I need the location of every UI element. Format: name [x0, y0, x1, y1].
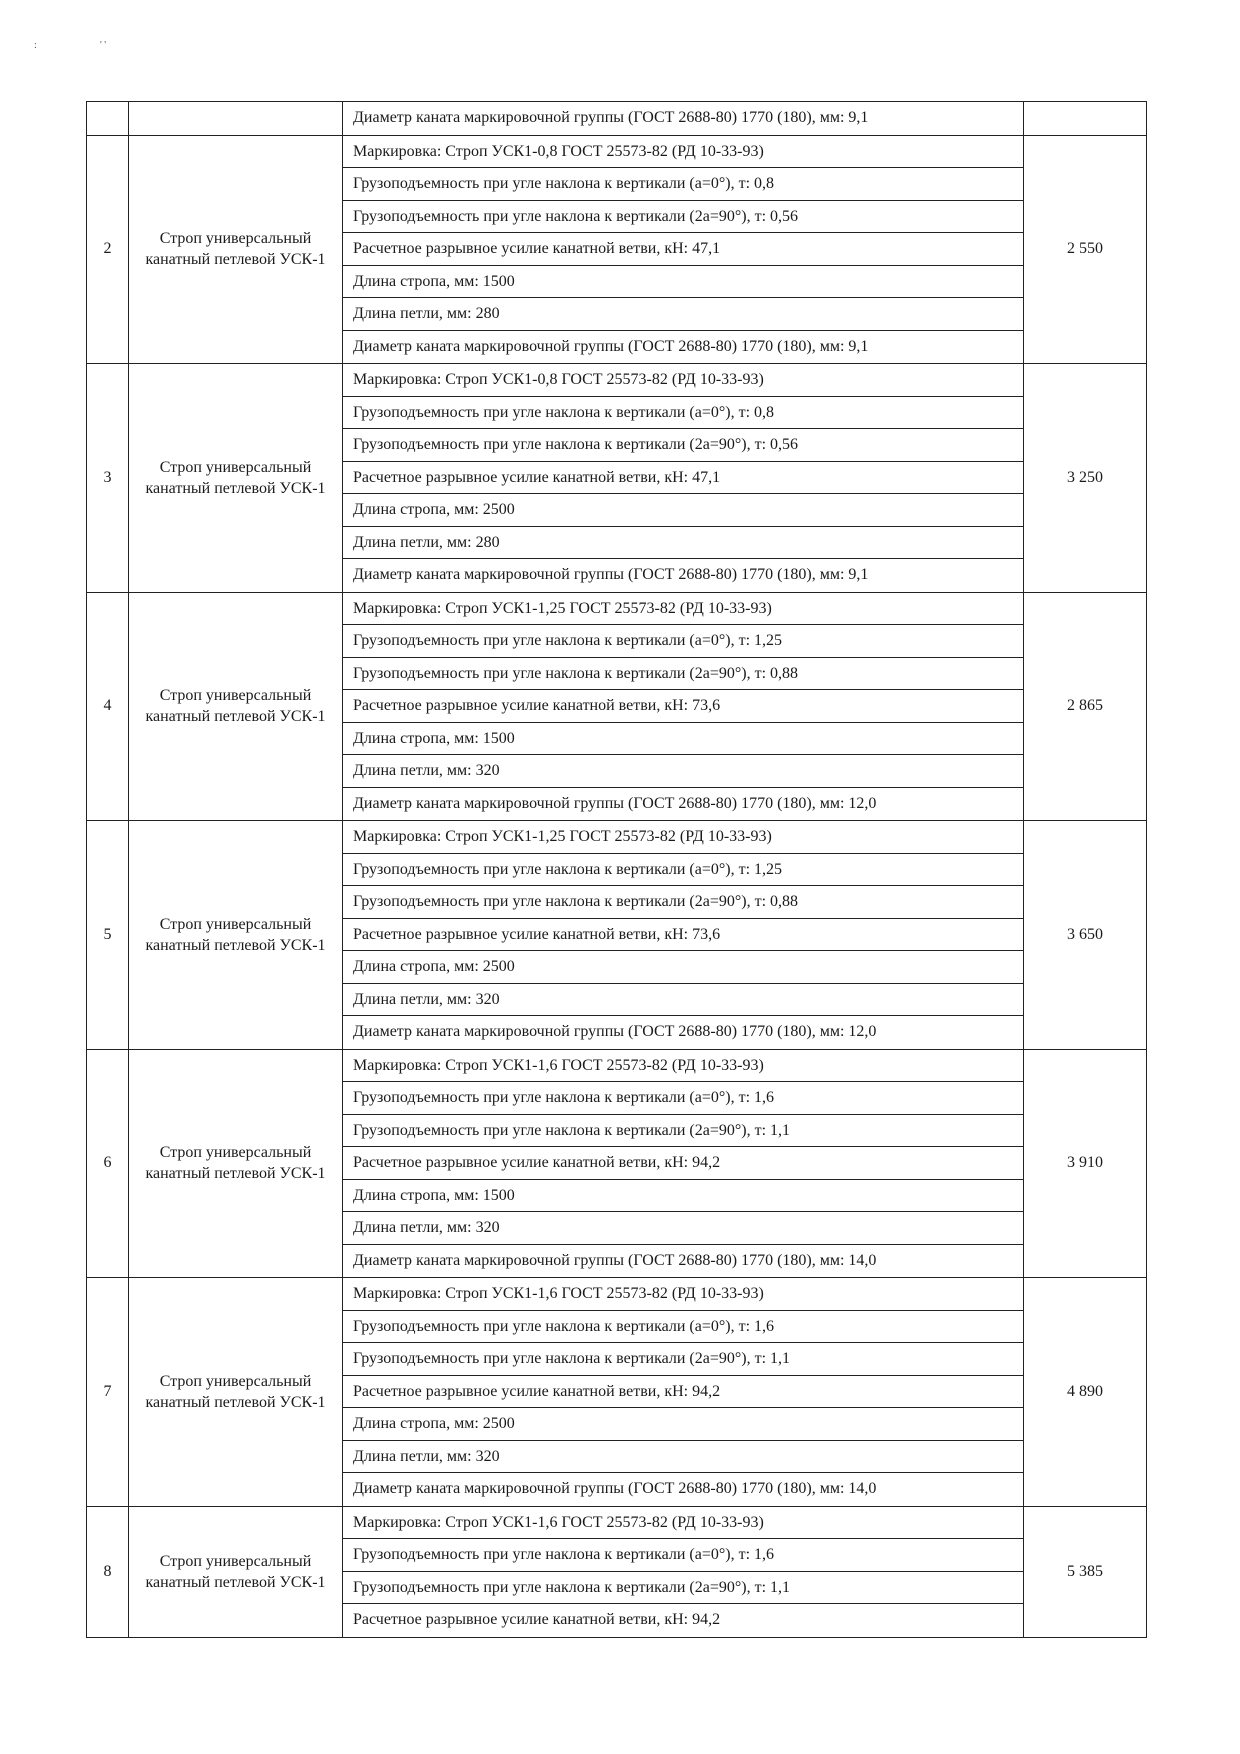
row-number-cell: 6 — [87, 1049, 129, 1278]
table-row — [87, 592, 1147, 821]
table-row — [87, 821, 1147, 1050]
price-cell: 4 890 — [1024, 1278, 1147, 1507]
spec-line: Диаметр каната маркировочной группы (ГОСТ 2688-80) 1770 (180), мм: 9,1 — [353, 109, 869, 126]
spec-line: Маркировка: Строп УСК1-1,6 ГОСТ 25573-82 (РД 10-33-93) — [343, 1050, 1023, 1083]
spec-line: Диаметр каната маркировочной группы (ГОСТ 2688-80) 1770 (180), мм: 9,1 — [353, 566, 869, 583]
spec-cell — [343, 1278, 1024, 1507]
spec-cell — [343, 1049, 1024, 1278]
spec-line: Диаметр каната маркировочной группы (ГОСТ 2688-80) 1770 (180), мм: 9,1 — [353, 337, 869, 355]
spec-line: Длина стропа, мм: 1500 — [343, 723, 1023, 756]
spec-line: Длина петли, мм: 280 — [343, 298, 1023, 331]
spec-line: Грузоподъемность при угле наклона к вертикали (a=0°), т: 0,8 — [343, 168, 1023, 201]
row-number-cell: 7 — [87, 1278, 129, 1507]
product-name-cell: Строп универсальный канатный петлевой УСК-1 — [129, 821, 343, 1050]
spec-line: Грузоподъемность при угле наклона к вертикали (a=0°), т: 1,6 — [343, 1082, 1023, 1115]
spec-line: Длина стропа, мм: 1500 — [343, 266, 1023, 299]
spec-line: Грузоподъемность при угле наклона к вертикали (a=0°), т: 1,6 — [343, 1539, 1023, 1572]
spec-line: Длина стропа, мм: 1500 — [343, 1180, 1023, 1213]
spec-line: Грузоподъемность при угле наклона к вертикали (a=0°), т: 0,8 — [343, 397, 1023, 430]
spec-line: Маркировка: Строп УСК1-1,6 ГОСТ 25573-82 (РД 10-33-93) — [343, 1278, 1023, 1311]
spec-cell — [343, 135, 1024, 364]
product-name-cell: Строп универсальный канатный петлевой УСК-1 — [129, 1278, 343, 1507]
spec-line: Диаметр каната маркировочной группы (ГОСТ 2688-80) 1770 (180), мм: 14,0 — [353, 1480, 877, 1497]
price-cell: 3 910 — [1024, 1049, 1147, 1278]
spec-line: Грузоподъемность при угле наклона к вертикали (a=0°), т: 1,25 — [343, 625, 1023, 658]
product-name-cell — [129, 102, 343, 136]
price-cell: 2 550 — [1024, 135, 1147, 364]
price-cell — [1024, 102, 1147, 136]
spec-line: Диаметр каната маркировочной группы (ГОСТ 2688-80) 1770 (180), мм: 12,0 — [353, 794, 877, 812]
spec-line: Грузоподъемность при угле наклона к вертикали (a=0°), т: 1,25 — [343, 854, 1023, 887]
spec-line: Грузоподъемность при угле наклона к вертикали (2a=90°), т: 0,56 — [343, 429, 1023, 462]
spec-cell — [343, 364, 1024, 593]
product-name-cell: Строп универсальный канатный петлевой УСК-1 — [129, 364, 343, 593]
spec-line: Расчетное разрывное усилие канатной ветви, кН: 47,1 — [343, 462, 1023, 495]
spec-line: Грузоподъемность при угле наклона к вертикали (a=0°), т: 1,6 — [343, 1311, 1023, 1344]
product-name-cell: Строп универсальный канатный петлевой УСК-1 — [129, 135, 343, 364]
spec-line: Маркировка: Строп УСК1-1,6 ГОСТ 25573-82 (РД 10-33-93) — [343, 1507, 1023, 1540]
spec-line: Расчетное разрывное усилие канатной ветви, кН: 94,2 — [343, 1147, 1023, 1180]
scan-mark-left: : — [34, 40, 37, 51]
spec-line: Расчетное разрывное усилие канатной ветви, кН: 94,2 — [343, 1376, 1023, 1409]
row-number-cell: 3 — [87, 364, 129, 593]
specification-table — [86, 101, 1147, 1638]
price-cell: 2 865 — [1024, 592, 1147, 821]
spec-line: Расчетное разрывное усилие канатной ветви, кН: 47,1 — [343, 233, 1023, 266]
product-name-cell: Строп универсальный канатный петлевой УСК-1 — [129, 1049, 343, 1278]
row-number-cell: 2 — [87, 135, 129, 364]
spec-line: Расчетное разрывное усилие канатной ветви, кН: 94,2 — [353, 1611, 721, 1628]
spec-line: Диаметр каната маркировочной группы (ГОСТ 2688-80) 1770 (180), мм: 14,0 — [353, 1251, 877, 1269]
table-row — [87, 1049, 1147, 1278]
table-row-continuation — [87, 102, 1147, 136]
spec-line: Длина стропа, мм: 2500 — [343, 1408, 1023, 1441]
spec-line: Грузоподъемность при угле наклона к вертикали (2a=90°), т: 0,88 — [343, 886, 1023, 919]
product-name-cell: Строп универсальный канатный петлевой УСК-1 — [129, 592, 343, 821]
spec-line: Длина петли, мм: 320 — [343, 1212, 1023, 1245]
row-number-cell: 4 — [87, 592, 129, 821]
spec-line: Расчетное разрывное усилие канатной ветви, кН: 73,6 — [343, 690, 1023, 723]
table-row — [87, 135, 1147, 364]
row-number-cell: 5 — [87, 821, 129, 1050]
spec-cell — [343, 592, 1024, 821]
spec-line: Грузоподъемность при угле наклона к вертикали (2a=90°), т: 0,56 — [343, 201, 1023, 234]
spec-line: Длина петли, мм: 320 — [343, 984, 1023, 1017]
spec-cell — [343, 821, 1024, 1050]
spec-cell — [343, 1506, 1024, 1637]
spec-line: Маркировка: Строп УСК1-1,25 ГОСТ 25573-82 (РД 10-33-93) — [343, 821, 1023, 854]
spec-line: Длина стропа, мм: 2500 — [343, 951, 1023, 984]
spec-line: Длина стропа, мм: 2500 — [343, 494, 1023, 527]
table-row — [87, 364, 1147, 593]
spec-line: Диаметр каната маркировочной группы (ГОСТ 2688-80) 1770 (180), мм: 12,0 — [353, 1023, 877, 1040]
spec-line: Длина петли, мм: 320 — [343, 755, 1023, 788]
spec-line: Маркировка: Строп УСК1-0,8 ГОСТ 25573-82 (РД 10-33-93) — [343, 136, 1023, 169]
row-number-cell — [87, 102, 129, 136]
spec-line: Длина петли, мм: 280 — [343, 527, 1023, 560]
spec-line: Грузоподъемность при угле наклона к вертикали (2a=90°), т: 1,1 — [343, 1572, 1023, 1605]
price-cell: 3 650 — [1024, 821, 1147, 1050]
spec-line: Грузоподъемность при угле наклона к вертикали (2a=90°), т: 1,1 — [343, 1343, 1023, 1376]
spec-line: Грузоподъемность при угле наклона к вертикали (2a=90°), т: 1,1 — [343, 1115, 1023, 1148]
price-cell: 3 250 — [1024, 364, 1147, 593]
scan-mark-right: ' ' — [100, 40, 107, 51]
spec-cell — [343, 102, 1024, 136]
table-row — [87, 1278, 1147, 1507]
spec-line: Грузоподъемность при угле наклона к вертикали (2a=90°), т: 0,88 — [343, 658, 1023, 691]
spec-line: Длина петли, мм: 320 — [343, 1441, 1023, 1474]
spec-line: Маркировка: Строп УСК1-1,25 ГОСТ 25573-82 (РД 10-33-93) — [343, 593, 1023, 626]
price-cell: 5 385 — [1024, 1506, 1147, 1637]
spec-line: Маркировка: Строп УСК1-0,8 ГОСТ 25573-82 (РД 10-33-93) — [343, 364, 1023, 397]
product-name-cell: Строп универсальный канатный петлевой УСК-1 — [129, 1506, 343, 1637]
row-number-cell: 8 — [87, 1506, 129, 1637]
table-row — [87, 1506, 1147, 1637]
spec-line: Расчетное разрывное усилие канатной ветви, кН: 73,6 — [343, 919, 1023, 952]
